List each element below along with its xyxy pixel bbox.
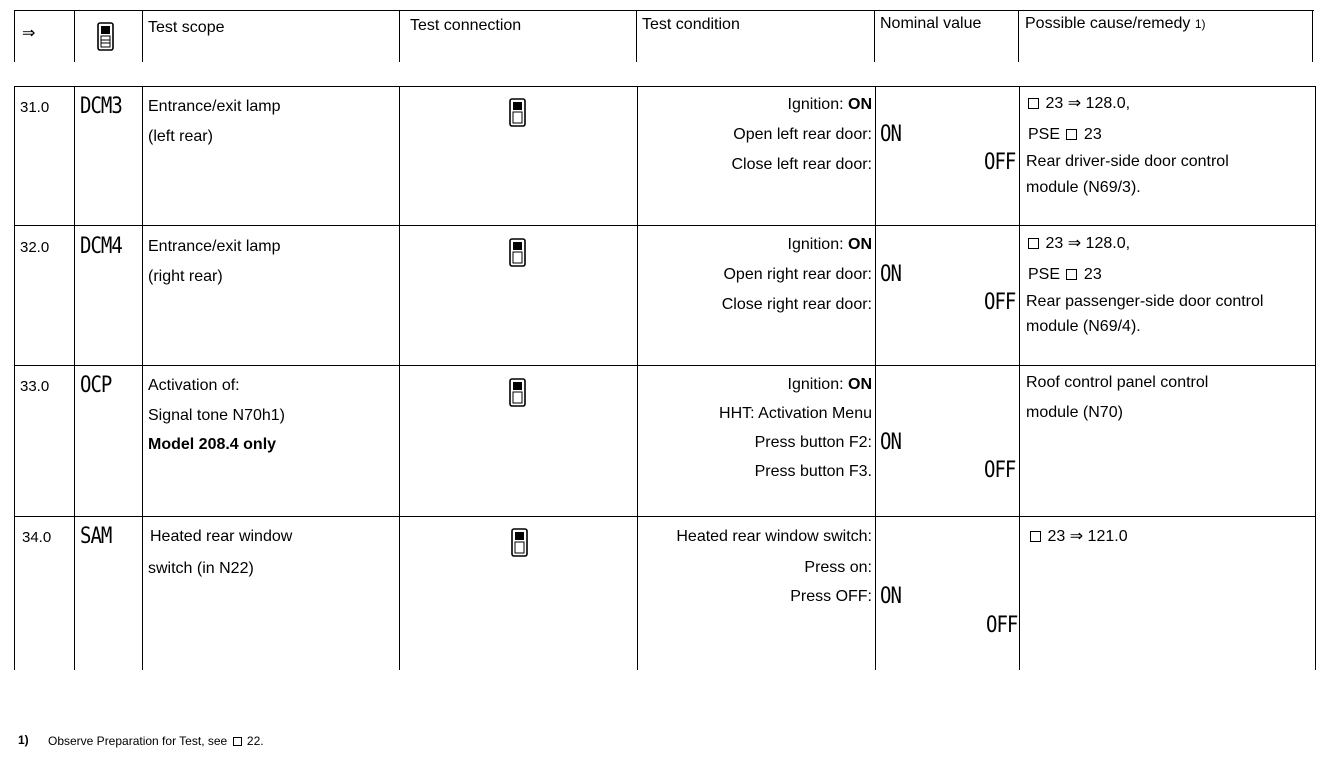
header-nominal-value: Nominal value (880, 15, 982, 32)
scope-line: (left rear) (148, 128, 213, 145)
condition-line: Press button F2: (754, 434, 872, 451)
header-possible-cause: Possible cause/remedy 1) (1025, 15, 1206, 32)
condition-line: Press OFF: (790, 588, 872, 605)
cause-line: module (N70) (1026, 404, 1123, 421)
header-test-connection: Test connection (410, 17, 522, 34)
page-ref-icon (1030, 531, 1041, 542)
tester-icon (508, 378, 528, 408)
scope-line: Activation of: (148, 377, 240, 394)
condition-line: Heated rear window switch: (676, 528, 872, 545)
scope-line: Signal tone N70h1) (148, 407, 285, 424)
cause-line: module (N69/4). (1026, 318, 1141, 335)
footnote-marker: 1) (18, 733, 29, 747)
condition-line: Close left rear door: (731, 156, 872, 173)
tester-icon (508, 238, 528, 268)
nominal-on: ON (880, 120, 901, 147)
scope-line: switch (in N22) (148, 560, 254, 577)
condition-line: Press button F3. (754, 463, 872, 480)
step-number: 33.0 (20, 378, 50, 395)
cause-line: 23 ⇒ 128.0, (1026, 94, 1130, 114)
cause-line: Rear driver-side door control (1026, 153, 1229, 170)
step-number: 34.0 (22, 529, 52, 546)
condition-line: Open right rear door: (723, 266, 872, 283)
scope-line: Entrance/exit lamp (148, 238, 281, 255)
nominal-off: OFF (984, 288, 1016, 315)
tester-icon (96, 22, 116, 52)
step-number: 31.0 (20, 99, 50, 116)
cause-line: Roof control panel control (1026, 374, 1209, 391)
cause-line: PSE 23 (1028, 266, 1102, 283)
condition-line: Open left rear door: (733, 126, 872, 143)
condition-line: Press on: (804, 559, 872, 576)
scope-line: Model 208.4 only (148, 436, 277, 453)
page-ref-icon (233, 737, 242, 746)
display-code: DCM4 (80, 232, 122, 259)
header-test-scope: Test scope (148, 19, 225, 36)
scope-line: (right rear) (148, 268, 223, 285)
page-ref-icon (1028, 238, 1039, 249)
cause-line: module (N69/3). (1026, 179, 1141, 196)
nominal-off: OFF (984, 456, 1016, 483)
scope-line: Heated rear window (150, 528, 293, 545)
cause-line: 23 ⇒ 128.0, (1026, 234, 1130, 254)
page-ref-icon (1066, 129, 1077, 140)
condition-line: Close right rear door: (721, 296, 872, 313)
cause-line: 23 ⇒ 121.0 (1028, 527, 1128, 547)
nominal-off: OFF (986, 611, 1018, 638)
nominal-on: ON (880, 260, 901, 287)
tester-icon (510, 528, 530, 558)
step-number: 32.0 (20, 239, 50, 256)
scope-line: Entrance/exit lamp (148, 98, 281, 115)
condition-line: Ignition: ON (787, 376, 872, 393)
nominal-on: ON (880, 582, 901, 609)
display-code: OCP (80, 371, 112, 398)
tester-icon (508, 98, 528, 128)
display-code: DCM3 (80, 92, 122, 119)
condition-line: HHT: Activation Menu (719, 405, 872, 422)
page-ref-icon (1066, 269, 1077, 280)
condition-line: Ignition: ON (787, 96, 872, 113)
arrow-icon: ⇒ (22, 25, 36, 42)
nominal-on: ON (880, 428, 901, 455)
nominal-off: OFF (984, 148, 1016, 175)
footnote-text: Observe Preparation for Test, see 22. (48, 734, 264, 748)
cause-line: Rear passenger-side door control (1026, 293, 1264, 310)
page-ref-icon (1028, 98, 1039, 109)
condition-line: Ignition: ON (787, 236, 872, 253)
header-test-condition: Test condition (642, 16, 740, 33)
cause-line: PSE 23 (1028, 126, 1102, 143)
display-code: SAM (80, 522, 112, 549)
